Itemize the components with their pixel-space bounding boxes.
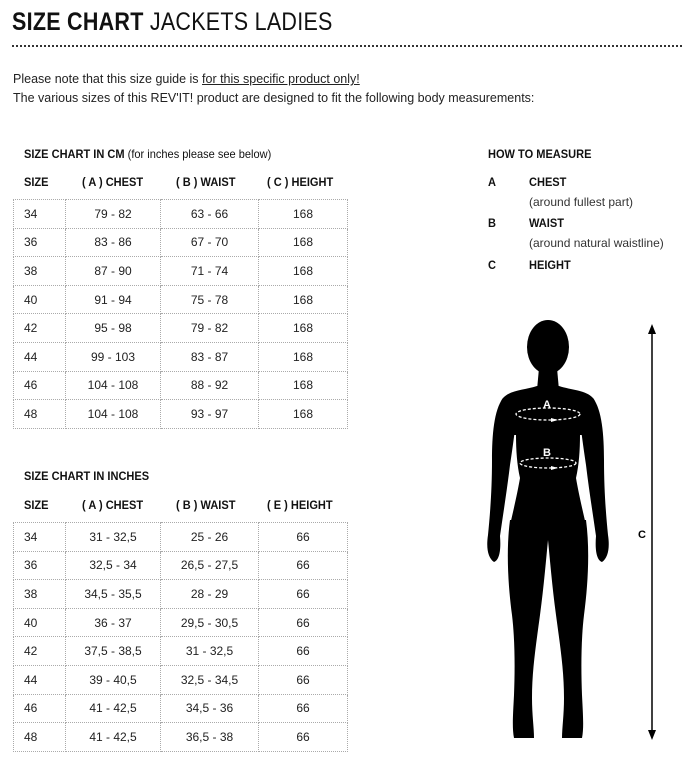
waist-cell: 36,5 - 38	[161, 723, 259, 752]
height-cell: 168	[259, 257, 348, 286]
chest-cell: 32,5 - 34	[66, 551, 161, 580]
waist-cell: 71 - 74	[161, 257, 259, 286]
waist-cell: 79 - 82	[161, 314, 259, 343]
table-row	[14, 342, 348, 371]
size-cell: 46	[14, 694, 66, 723]
size-cell: 36	[14, 551, 66, 580]
label-c: C	[638, 529, 646, 541]
waist-cell: 75 - 78	[161, 285, 259, 314]
label-b: B	[543, 447, 551, 459]
chest-cell: 41 - 42,5	[66, 723, 161, 752]
cm-chart-title	[24, 147, 271, 161]
size-cell: 38	[14, 580, 66, 609]
chest-cell: 104 - 108	[66, 400, 161, 429]
inch-size-table	[13, 522, 348, 752]
header-chest: ( A ) CHEST	[82, 498, 144, 512]
chest-cell: 41 - 42,5	[66, 694, 161, 723]
height-cell: 66	[259, 637, 348, 666]
inch-chart-header	[14, 498, 348, 518]
height-arrow-down-icon	[648, 730, 656, 740]
waist-cell: 29,5 - 30,5	[161, 608, 259, 637]
chest-cell: 87 - 90	[66, 257, 161, 286]
waist-cell: 88 - 92	[161, 371, 259, 400]
height-arrow-up-icon	[648, 324, 656, 334]
cm-chart-header	[14, 175, 348, 195]
table-row	[14, 285, 348, 314]
size-cell: 38	[14, 257, 66, 286]
measure-name-chest: CHEST	[529, 175, 567, 189]
height-cell: 66	[259, 723, 348, 752]
table-row	[14, 200, 348, 229]
header-height: ( C ) HEIGHT	[267, 175, 334, 189]
waist-cell: 32,5 - 34,5	[161, 665, 259, 694]
title-light: JACKETS LADIES	[149, 8, 333, 36]
height-cell: 168	[259, 200, 348, 229]
note-underlined-text: for this specific product only!	[202, 72, 360, 86]
chest-cell: 34,5 - 35,5	[66, 580, 161, 609]
cm-chart-subtitle: (for inches please see below)	[127, 147, 272, 161]
height-cell: 66	[259, 580, 348, 609]
size-cell: 42	[14, 314, 66, 343]
chest-cell: 39 - 40,5	[66, 665, 161, 694]
chest-cell: 36 - 37	[66, 608, 161, 637]
header-height: ( E ) HEIGHT	[267, 498, 333, 512]
waist-cell: 31 - 32,5	[161, 637, 259, 666]
how-to-measure-title: HOW TO MEASURE	[488, 147, 592, 161]
chest-cell: 91 - 94	[66, 285, 161, 314]
measure-letter-a: A	[488, 175, 496, 189]
dotted-divider	[12, 45, 682, 47]
measure-name-waist: WAIST	[529, 216, 564, 230]
header-size: SIZE	[24, 175, 49, 189]
height-cell: 168	[259, 342, 348, 371]
table-row	[14, 665, 348, 694]
table-row	[14, 400, 348, 429]
silhouette	[487, 320, 609, 738]
size-cell: 34	[14, 200, 66, 229]
inch-chart-title: SIZE CHART IN INCHES	[24, 469, 150, 483]
height-cell: 66	[259, 665, 348, 694]
chest-cell: 37,5 - 38,5	[66, 637, 161, 666]
measure-note-waist: (around natural waistline)	[529, 236, 664, 250]
table-row	[14, 723, 348, 752]
size-cell: 34	[14, 523, 66, 552]
waist-cell: 26,5 - 27,5	[161, 551, 259, 580]
table-row	[14, 314, 348, 343]
chest-cell: 104 - 108	[66, 371, 161, 400]
table-row	[14, 551, 348, 580]
measure-letter-b: B	[488, 216, 496, 230]
size-cell: 48	[14, 723, 66, 752]
header-waist: ( B ) WAIST	[176, 498, 236, 512]
size-cell: 44	[14, 342, 66, 371]
height-cell: 168	[259, 400, 348, 429]
size-cell: 44	[14, 665, 66, 694]
size-cell: 40	[14, 608, 66, 637]
height-cell: 66	[259, 608, 348, 637]
table-row	[14, 228, 348, 257]
size-cell: 40	[14, 285, 66, 314]
body-silhouette-figure	[470, 310, 680, 750]
page-title	[12, 8, 333, 37]
table-row	[14, 523, 348, 552]
waist-cell: 67 - 70	[161, 228, 259, 257]
height-cell: 66	[259, 523, 348, 552]
waist-cell: 93 - 97	[161, 400, 259, 429]
size-cell: 48	[14, 400, 66, 429]
header-waist: ( B ) WAIST	[176, 175, 236, 189]
chest-cell: 95 - 98	[66, 314, 161, 343]
height-cell: 168	[259, 371, 348, 400]
table-row	[14, 694, 348, 723]
table-row	[14, 257, 348, 286]
chest-cell: 83 - 86	[66, 228, 161, 257]
height-cell: 66	[259, 551, 348, 580]
table-row	[14, 580, 348, 609]
size-cell: 36	[14, 228, 66, 257]
note-text: Please note that this size guide is	[13, 72, 203, 86]
height-cell: 168	[259, 285, 348, 314]
measure-name-height: HEIGHT	[529, 258, 571, 272]
waist-cell: 83 - 87	[161, 342, 259, 371]
note-line-2: The various sizes of this REV'IT! product are designed to fit the following body measurements:	[13, 91, 535, 105]
header-size: SIZE	[24, 498, 49, 512]
size-cell: 46	[14, 371, 66, 400]
measure-note-chest: (around fullest part)	[529, 195, 634, 209]
cm-size-table	[13, 199, 348, 429]
table-row	[14, 637, 348, 666]
height-cell: 168	[259, 314, 348, 343]
height-cell: 168	[259, 228, 348, 257]
waist-cell: 25 - 26	[161, 523, 259, 552]
header-chest: ( A ) CHEST	[82, 175, 144, 189]
height-cell: 66	[259, 694, 348, 723]
note-line-1	[13, 72, 360, 86]
table-row	[14, 608, 348, 637]
table-row	[14, 371, 348, 400]
waist-cell: 63 - 66	[161, 200, 259, 229]
label-a: A	[543, 399, 551, 411]
chest-cell: 31 - 32,5	[66, 523, 161, 552]
cm-chart-title-text: SIZE CHART IN CM	[24, 147, 125, 161]
measure-letter-c: C	[488, 258, 496, 272]
waist-cell: 34,5 - 36	[161, 694, 259, 723]
size-cell: 42	[14, 637, 66, 666]
chest-cell: 99 - 103	[66, 342, 161, 371]
title-bold: SIZE CHART	[12, 8, 144, 36]
waist-cell: 28 - 29	[161, 580, 259, 609]
chest-cell: 79 - 82	[66, 200, 161, 229]
